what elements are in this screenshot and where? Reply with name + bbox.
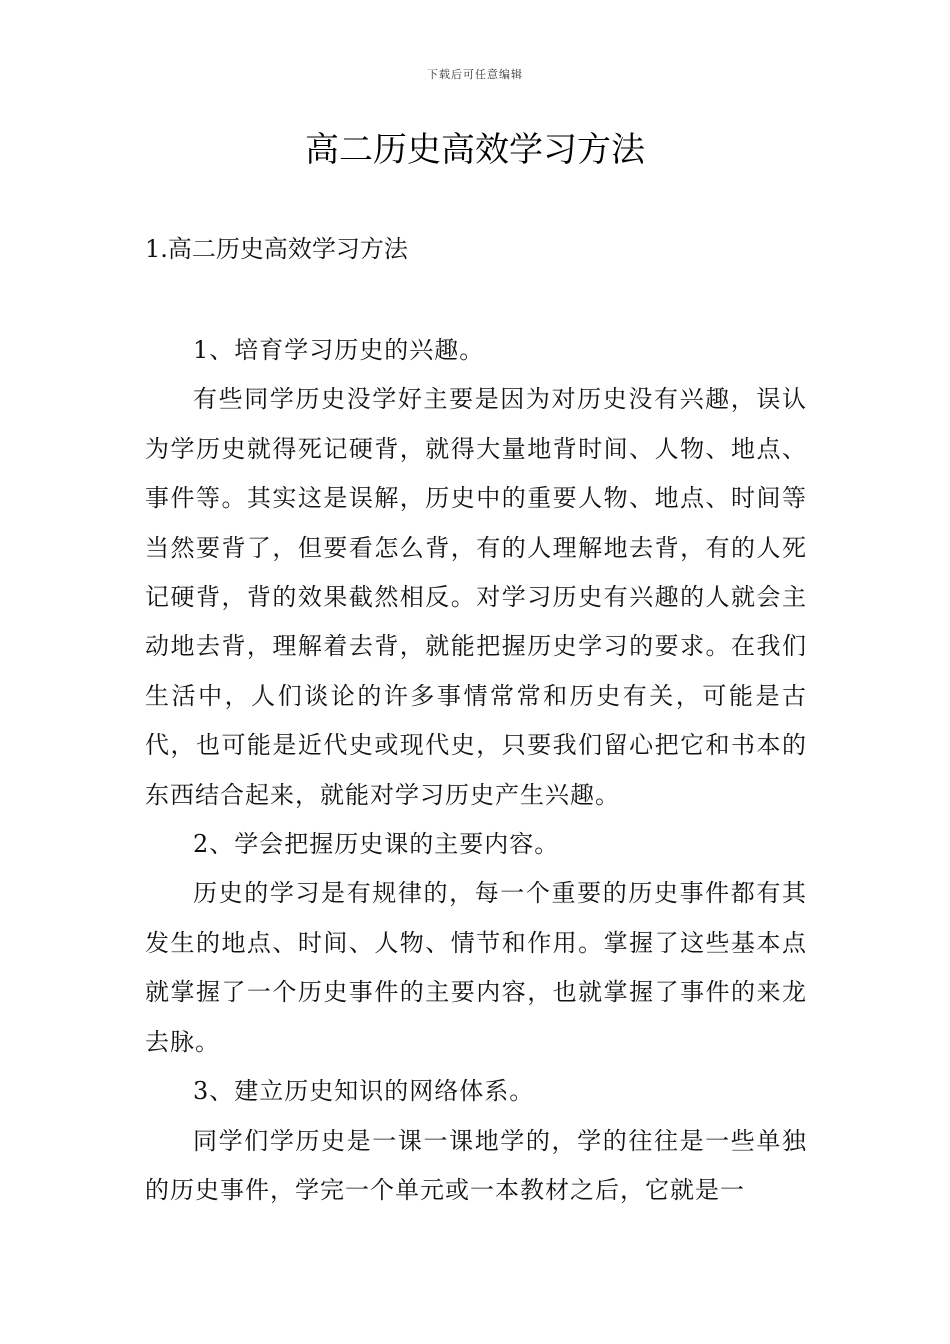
document-title: 高二历史高效学习方法: [305, 130, 645, 170]
paragraph-3: 同学们学历史是一课一课地学的，学的往往是一些单独的历史事件，学完一个单元或一本教材之后，它就是一: [145, 1126, 807, 1204]
section-heading: 1.高二历史高效学习方法: [145, 235, 408, 263]
body-text: [145, 326, 807, 1215]
subheading-3: 3、建立历史知识的网络体系。: [193, 1077, 535, 1106]
header-note: 下载后可任意编辑: [427, 68, 523, 81]
subheading-2: 2、学会把握历史课的主要内容。: [193, 830, 560, 859]
paragraph-1: 有些同学历史没学好主要是因为对历史没有兴趣，误认为学历史就得死记硬背，就得大量地背时间、人物、地点、事件等。其实这是误解，历史中的重要人物、地点、时间等当然要背了，但要看怎么背，有的人理解地去背，有的人死记硬背，背的效果截然相反。对学习历史有兴趣的人就会主动地去背，理解着去背，就能把握历史学习的要求。在我们生活中，人们谈论的许多事情常常和历史有关，可能是古代，也可能是近代史或现代史，只要我们留心把它和书本的东西结合起来，就能对学习历史产生兴趣。: [145, 385, 807, 809]
subheading-1: 1、培育学习历史的兴趣。: [193, 336, 485, 364]
paragraph-2: 历史的学习是有规律的，每一个重要的历史事件都有其发生的地点、时间、人物、情节和作用。掌握了这些基本点就掌握了一个历史事件的主要内容，也就掌握了事件的来龙去脉。: [145, 879, 807, 1056]
